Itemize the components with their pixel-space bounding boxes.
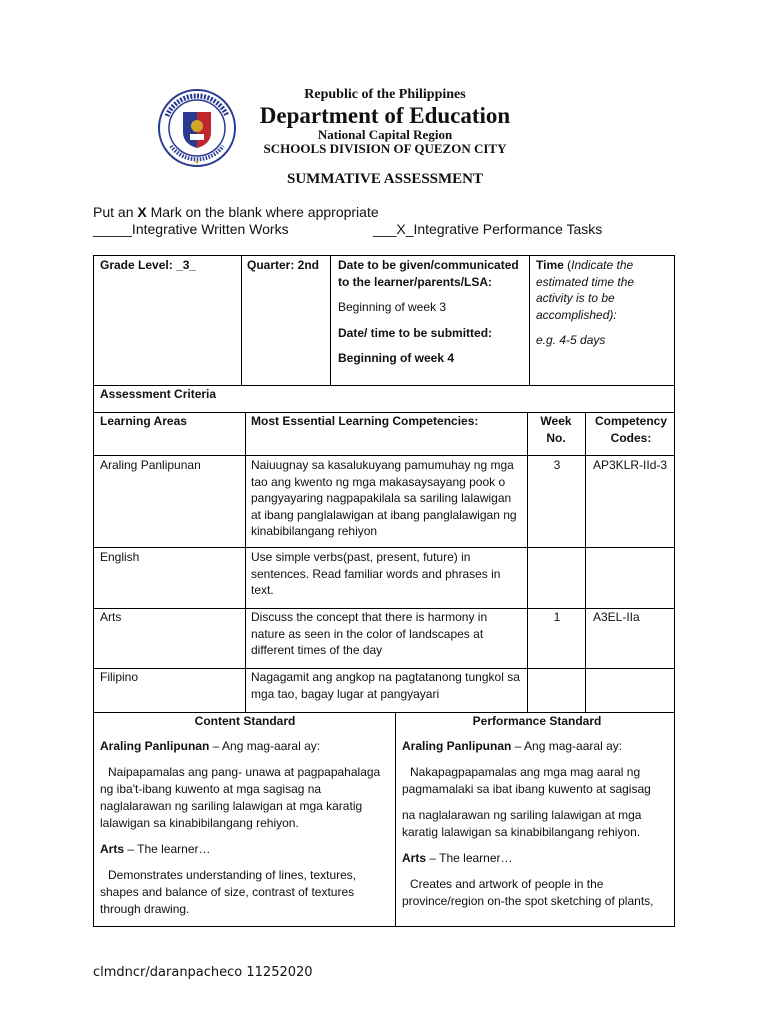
cs-arts-rest: – The learner… [124,842,211,856]
melc-cell: Naiuugnay sa kasalukuyang pamumuhay ng mga tao ang kwento ng mga makasaysayang pook o pangyayaring nagpapakilala sa sariling lalawigan at ibang panglalawigan at ibang panglalawigan ng kinabibilangang rehiyon [251,458,517,538]
date-given-value: Beginning of week 3 [338,300,447,314]
week-cell: 1 [553,610,561,624]
department-heading: Department of Education [259,103,511,128]
melc-header: Most Essential Learning Competencies: [251,414,479,428]
date-cell [338,257,526,367]
performance-standard-section [402,713,672,910]
instruction-suffix: Mark on the blank where appropriate [146,204,379,220]
week-cell: 3 [553,458,561,472]
ps-ap-label: Araling Panlipunan [402,739,512,753]
learning-area-cell: Araling Panlipunan [100,458,201,472]
grade-level-cell: Grade Level: _3_ [100,258,197,272]
region-heading: National Capital Region [317,127,453,142]
division-heading: SCHOOLS DIVISION OF QUEZON CITY [263,141,507,156]
instruction-mark: X [137,204,147,220]
date-given-label: Date to be given/communicated to the learner/parents/LSA: [338,258,519,289]
ps-arts-label: Arts [402,851,427,865]
melc-cell: Nagagamit ang angkop na pagtatanong tungkol sa mga tao, bagay lugar at pangyayari [251,670,520,701]
date-submitted-label: Date/ time to be submitted: [338,325,493,340]
ps-ap-text-1: Nakapagpapamalas ang mga mag aaral ng pagmamalaki sa ibat ibang kuwento at sagisag [402,765,651,796]
republic-heading: Republic of the Philippines [304,87,466,102]
learning-area-cell: Filipino [100,670,139,684]
ps-arts-rest: – The learner… [426,851,513,865]
instruction-prefix: Put an [93,204,138,220]
footer-text: clmdncr/daranpacheco 11252020 [93,965,313,980]
performance-standard-title: Performance Standard [472,714,602,728]
cs-ap-label: Araling Panlipunan [100,739,210,753]
cs-ap-text: Naipapamalas ang pang- unawa at pagpapahalaga ng iba't-ibang kuwento at mga sagisag na naglalarawan ng sariling lalawigan at mga karatig lalawigan sa kinabibilangang rehiyon. [100,765,381,830]
time-cell [536,257,668,349]
cs-arts-text: Demonstrates understanding of lines, textures, shapes and balance of size, contrast of textures through drawing. [100,868,357,916]
code-cell: A3EL-IIa [593,610,640,624]
assessment-table [93,255,675,927]
content-standard-title: Content Standard [194,714,296,728]
time-label: Time [536,258,564,272]
learning-areas-header: Learning Areas [100,414,187,428]
content-standard-section [100,713,390,918]
code-cell: AP3KLR-IId-3 [593,458,668,472]
time-note: Indicate the estimated time the activity is to be accomplished): [536,258,635,322]
option-written-works: _____Integrative Written Works [93,221,289,237]
ps-ap-rest: – Ang mag-aaral ay: [511,739,623,753]
document-title: SUMMATIVE ASSESSMENT [286,171,484,187]
codes-header: Competency Codes: [594,414,668,445]
assessment-criteria-heading: Assessment Criteria [100,387,217,401]
time-open-paren: ( [563,258,572,272]
option-performance-tasks: ___X_Integrative Performance Tasks [373,221,603,237]
melc-cell: Discuss the concept that there is harmony in nature as seen in the color of landscapes at different times of the day [251,610,488,657]
week-header: Week No. [540,414,572,445]
ps-arts-text: Creates and artwork of people in the province/region on-the spot sketching of plants, [402,877,654,908]
ps-ap-text-2: na naglalarawan ng sariling lalawigan at mga karatig lalawigan sa kinabibilangang rehiyon. [402,808,642,839]
quarter-cell: Quarter: 2nd [247,258,320,272]
learning-area-cell: English [100,550,140,564]
melc-cell: Use simple verbs(past, present, future) in sentences. Read familiar words and phrases in text. [251,550,501,597]
cs-arts-label: Arts [100,842,125,856]
date-submitted-value: Beginning of week 4 [338,351,455,365]
time-example: e.g. 4-5 days [536,333,606,347]
instruction-line [93,204,379,220]
cs-ap-rest: – Ang mag-aaral ay: [209,739,321,753]
learning-area-cell: Arts [100,610,122,624]
